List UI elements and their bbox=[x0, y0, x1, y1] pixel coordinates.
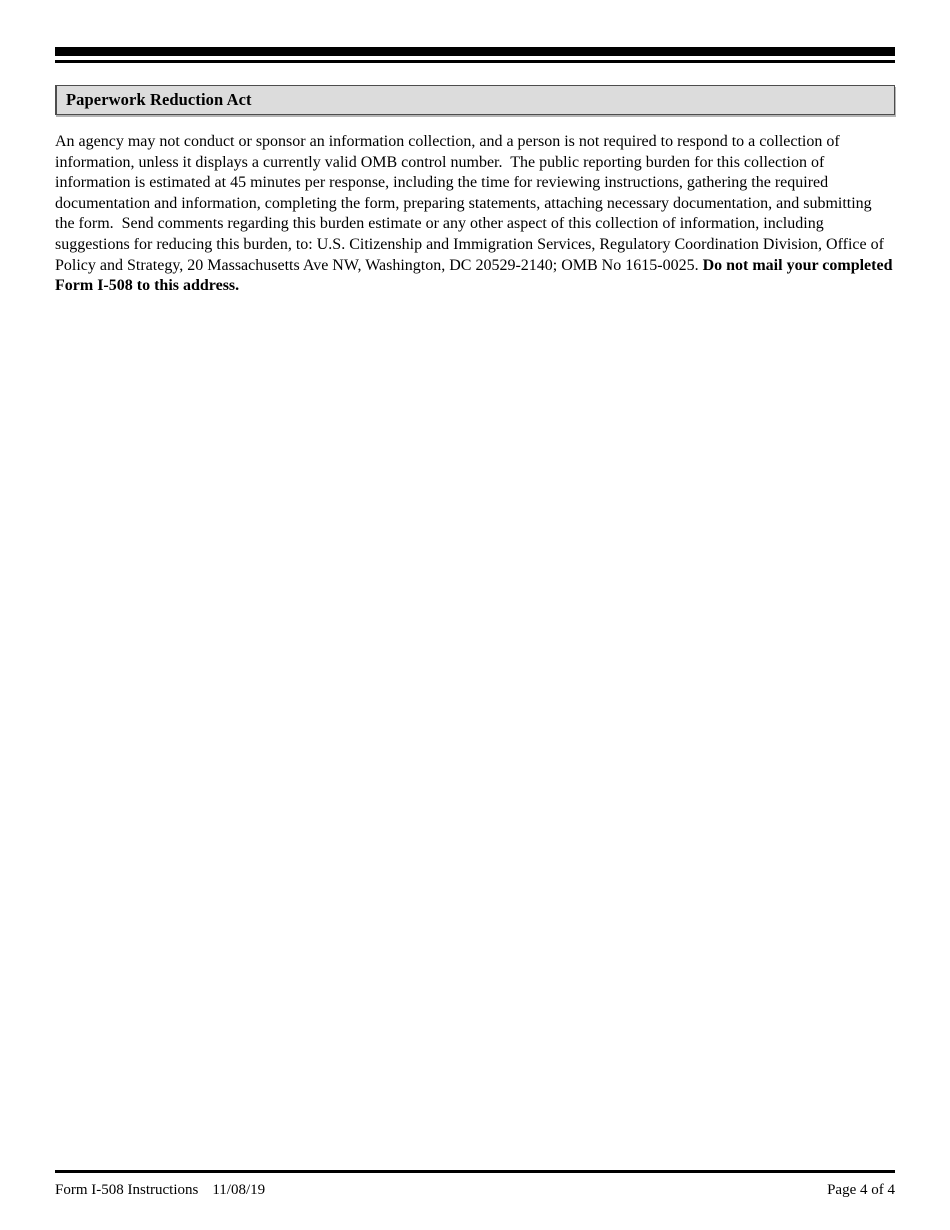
page-footer bbox=[55, 1170, 895, 1199]
paragraph-text: An agency may not conduct or sponsor an information collection, and a person is not required to respond to a collection of information, unless it displays a currently valid OMB control number. The public reporting burden for this collection of information is estimated at 45 minutes per response, including the time for reviewing instructions, gathering the required documentation and information, completing the form, preparing statements, attaching necessary documentation, and submitting the form. Send comments regarding this burden estimate or any other aspect of this collection of information, including suggestions for reducing this burden, to: U.S. Citizenship and Immigration Services, Regulatory Coordination Division, Office of Policy and Strategy, 20 Massachusetts Ave NW, Washington, DC 20529-2140; OMB No 1615-0025. bbox=[55, 133, 888, 274]
top-rule-thin bbox=[55, 60, 895, 63]
footer-left bbox=[55, 1182, 265, 1199]
bold-note: Do not mail your completed Form I-508 to this address. bbox=[55, 256, 897, 295]
footer-edition-date: 11/08/19 bbox=[212, 1181, 266, 1198]
section-header-title: Paperwork Reduction Act bbox=[66, 90, 252, 109]
footer-rule bbox=[55, 1170, 895, 1173]
top-rule-thick bbox=[55, 47, 895, 56]
section-header bbox=[55, 85, 895, 115]
footer-page-indicator: Page 4 of 4 bbox=[827, 1181, 895, 1198]
top-double-rule bbox=[55, 47, 895, 63]
footer-form-name: Form I-508 Instructions bbox=[55, 1181, 199, 1198]
body-paragraph bbox=[55, 132, 895, 297]
